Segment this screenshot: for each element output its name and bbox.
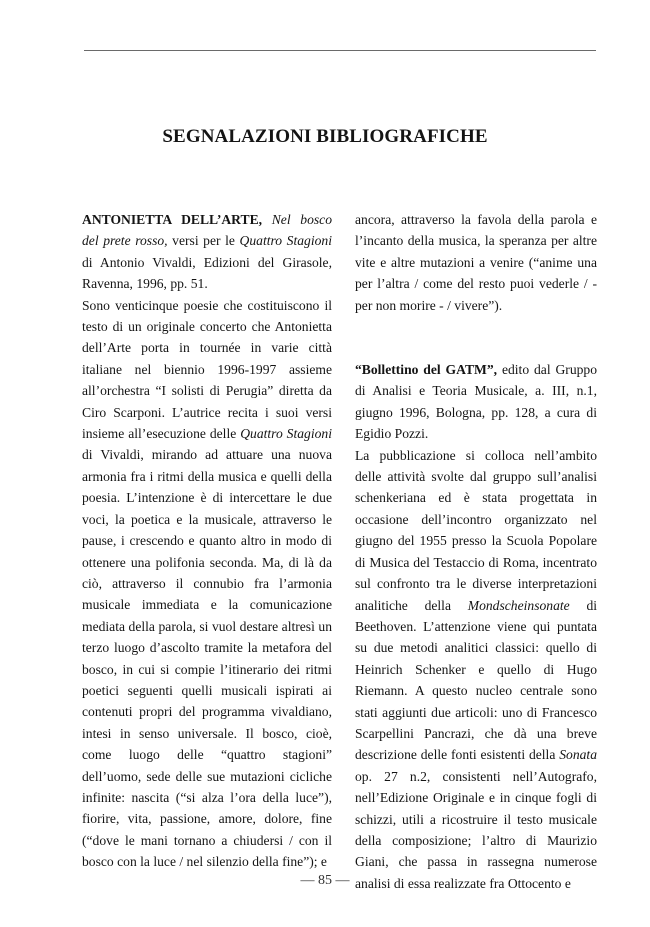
review2-body-italic: Mondscheinsonate <box>467 597 570 613</box>
review2-body-text: La pubblicazione si colloca nell’ambito delle attività svolte dal gruppo sull’analisi schenkeriana ed è stata progettata in occasione dell’incontro organizzato nel giugno del 1955 presso la Scuola Popolare di Musica del Testaccio di Roma, incentrato sul confronto tra le diverse interpretazioni analitiche della <box>355 447 597 613</box>
review1-body-italic: Quattro Stagioni <box>240 426 332 442</box>
review2-header <box>355 359 597 445</box>
review2-body <box>355 445 597 895</box>
section-gap <box>355 316 597 359</box>
review2-title: “Bollettino del GATM”, <box>355 362 498 378</box>
review1-author: ANTONIETTA DELL’ARTE, <box>82 212 263 227</box>
right-column <box>355 209 597 894</box>
page-number: — 85 — <box>300 873 350 888</box>
review1-citation-title: Quattro Stagioni <box>239 233 332 249</box>
review2-citation: edito dal Gruppo di Analisi e Teoria Musicale, a. III, n.1, giugno 1996, Bologna, pp. 128, a cura di Egidio Pozzi. <box>355 362 598 442</box>
review2-body-text-2: di Beethoven. L’attenzione viene qui puntata su due metodi analitici classici: quello di Heinrich Schenker e quello di Hugo Riemann. A questo nucleo centrale sono stati aggiunti due articoli: uno di Francesco Scarpellini Pancrazi, che dà una breve descrizione delle fonti esistenti della <box>355 597 598 763</box>
review1-work-title: Nel bosco del prete rosso, <box>82 212 332 249</box>
review1-continuation: ancora, attraverso la favola della parola e l’incanto della musica, la speranza per altre vite e altre mutazioni a venire (“anime una per l’altra / come del resto puoi vederle / - per non morire - / vivere”). <box>355 212 597 313</box>
review2-body-italic-2: Sonata <box>559 747 597 763</box>
page-title: SEGNALAZIONI BIBLIOGRAFICHE <box>162 126 488 147</box>
review1-body-text: Sono venticinque poesie che costituiscono il testo di un originale concerto che Antonietta dell’Arte porta in tournée in varie città italiane nel biennio 1996-1997 assieme all’orchestra “I solisti di Perugia” diretta da Ciro Scarponi. L’autrice recita i suoi versi insieme all’esecuzione delle <box>82 297 332 442</box>
header-rule <box>84 50 596 51</box>
review1-body-text-2: di Vivaldi, mirando ad attuare una nuova armonia fra i ritmi della musica e quelli della poesia. L’intenzione è di intercettare le due voci, la poetica e la musicale, attraverso le pause, i crescendo e quanto altro in modo di ottenere una polifonia seconda. Ma, di là da ciò, attraverso il connubio fra l’armonia musicale immediata e la comunicazione mediata della parola, si vuol destare altresì un terzo luogo d’ascolto tramite la metafora del bosco, in cui si compie l’itinerario dei ritmi poetici seguenti quelli musicali ispirati ai contenuti propri del programma vivaldiano, intesi in senso universale. Il bosco, cioè, come luogo delle “quattro stagioni” dell’uomo, sede delle sue mutazioni cicliche infinite: nascita (“si alza l’ora della luce”), fiorire, vita, passione, amore, dolore, fine (“dove le mani tornano a chiudersi / con il bosco con la luce / nel silenzio della fine”); e <box>82 447 332 870</box>
review1-citation-a: versi per le <box>172 233 235 249</box>
left-column <box>82 209 332 873</box>
review2-body-text-3: op. 27 n.2, consistenti nell’Autografo, nell’Edizione Originale e in cinque fogli di schizzi, utili a ricostruire il testo musicale della composizione; l’altro di Maurizio Giani, che passa in rassegna numerose analisi di essa realizzate fra Ottocento e <box>355 768 597 891</box>
review1-header <box>82 209 332 295</box>
review1-body <box>82 295 332 873</box>
review1-citation-b: di Antonio Vivaldi, Edizioni del Girasole, Ravenna, 1996, pp. 51. <box>82 254 332 292</box>
